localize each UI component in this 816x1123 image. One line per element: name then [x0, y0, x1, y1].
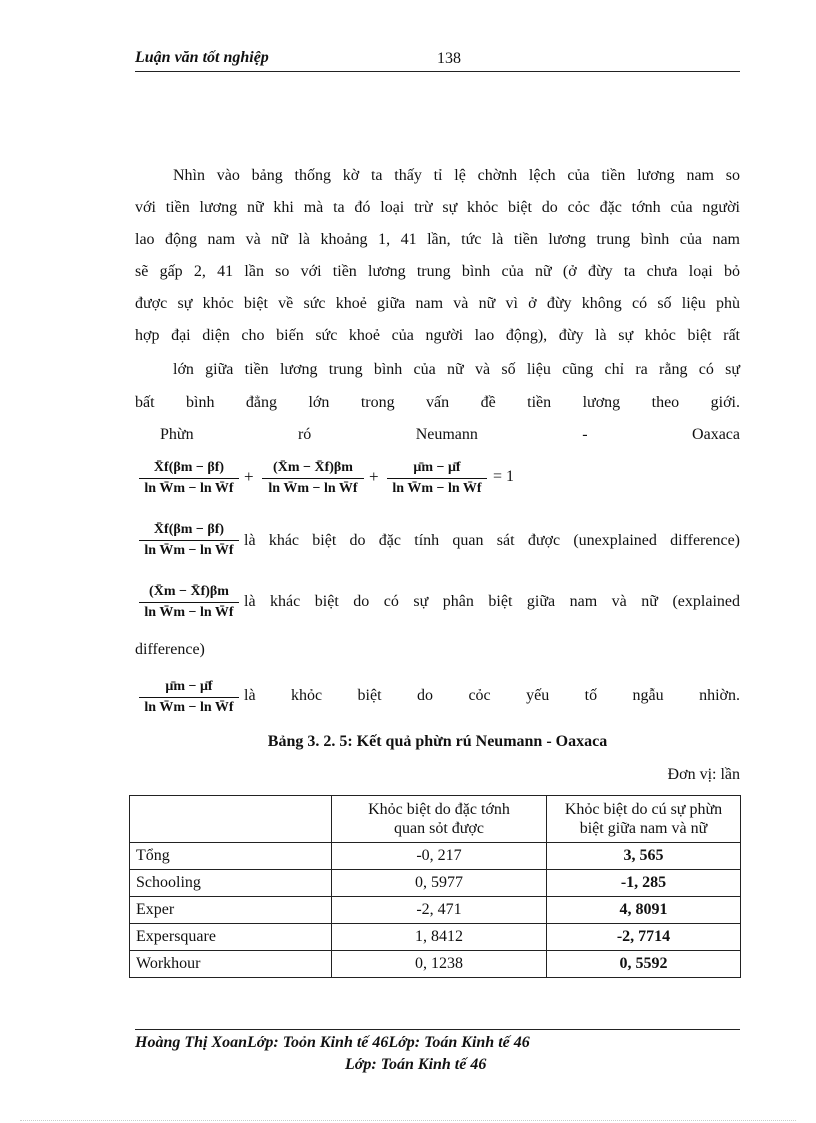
row-label: Schooling: [130, 870, 332, 897]
row-observed-value: 0, 5977: [332, 870, 547, 897]
formula-term-3: [387, 458, 487, 499]
table-caption: Bảng 3. 2. 5: Kết quả phừn rú Neumann - Oaxaca: [267, 733, 608, 750]
explanation-2-numerator: (X̄m − X̄f)βm: [139, 582, 239, 603]
table-row: [130, 843, 741, 870]
header-discrimination-line1: Khỏc biệt do cú sự phừn: [564, 801, 723, 818]
explanation-3-text: là khỏc biệt do cỏc yếu tố ngẫu nhiờn.: [244, 687, 740, 704]
body-line-6: hợp đại diện cho biến sức khoẻ của người lao động), đừy là sự khỏc biệt rất: [135, 327, 740, 344]
explanation-1-fraction: [139, 520, 239, 561]
table-header-row: [130, 796, 741, 843]
header-divider: [135, 71, 740, 72]
row-discrimination-value: -2, 7714: [547, 924, 741, 951]
explanation-2-fraction: [139, 582, 239, 623]
explanation-1-denominator: ln W̄m − ln W̄f: [144, 543, 234, 558]
formula-term-1-numerator: X̄f(βm − βf): [139, 458, 239, 479]
explanation-1-numerator: X̄f(βm − βf): [139, 520, 239, 541]
body-line-8: bất bình đẳng lớn trong vấn đề tiền lương theo giới.: [135, 394, 740, 411]
row-label: Workhour: [130, 951, 332, 978]
row-discrimination-value: -1, 285: [547, 870, 741, 897]
formula-term-1-denominator: ln W̄m − ln W̄f: [144, 481, 234, 496]
header-observed-line1: Khỏc biệt do đặc tớnh: [368, 801, 510, 818]
row-observed-value: -2, 471: [332, 897, 547, 924]
formula-term-2-numerator: (X̄m − X̄f)βm: [262, 458, 364, 479]
body-line-2: với tiền lương nữ khi mà ta đó loại trừ sự khỏc biệt do cỏc đặc tớnh của người: [135, 199, 740, 216]
row-label: Exper: [130, 897, 332, 924]
header-observed-difference: [332, 796, 547, 843]
header-discrimination-line2: biệt giữa nam và nữ: [579, 820, 708, 837]
row-observed-value: 1, 8412: [332, 924, 547, 951]
footer-class-line: Lớp: Toán Kinh tế 46: [345, 1056, 487, 1073]
formula-plus-2: +: [369, 467, 379, 486]
formula-term-3-numerator: μ̄m − μ̄f: [387, 458, 487, 479]
table-row: [130, 951, 741, 978]
formula-term-2-denominator: ln W̄m − ln W̄f: [268, 481, 358, 496]
page-bottom-edge: [20, 1120, 796, 1121]
explanation-2-continued: difference): [135, 641, 205, 658]
body-line-9: Phừn ró Neumann - Oaxaca: [160, 426, 740, 443]
table-unit: Đơn vị: lần: [667, 766, 740, 783]
header-discrimination-difference: [547, 796, 741, 843]
row-label: Tổng: [130, 843, 332, 870]
body-line-4: sẽ gấp 2, 41 lần so với tiền lương trung bình của nữ (ở đừy ta chưa loại bỏ: [135, 263, 740, 280]
footer-divider: [135, 1029, 740, 1030]
body-line-7: lớn giữa tiền lương trung bình của nữ và số liệu cũng chỉ ra rằng có sự: [173, 361, 740, 378]
explanation-3-numerator: μ̄m − μ̄f: [139, 677, 239, 698]
body-line-3: lao động nam và nữ là khoảng 1, 41 lần, tức là tiền lương trung bình của nam: [135, 231, 740, 248]
header-blank: [130, 796, 332, 843]
formula-plus-1: +: [244, 467, 254, 486]
row-discrimination-value: 4, 8091: [547, 897, 741, 924]
row-observed-value: 0, 1238: [332, 951, 547, 978]
table-row: [130, 897, 741, 924]
footer-author-line: Hoàng Thị XoanLớp: Toỏn Kinh tế 46Lớp: Toán Kinh tế 46: [135, 1034, 530, 1051]
body-line-1: Nhìn vào bảng thống kờ ta thấy tỉ lệ chờnh lệch của tiền lương nam so: [173, 167, 740, 184]
row-discrimination-value: 3, 565: [547, 843, 741, 870]
body-line-5: được sự khỏc biệt về sức khoẻ giữa nam và nữ vì ở đừy không có số liệu phù: [135, 295, 740, 312]
explanation-1-text: là khác biệt do đặc tính quan sát được (unexplained difference): [244, 532, 740, 549]
formula-equals-one: = 1: [493, 468, 515, 485]
header-observed-line2: quan sỏt được: [393, 820, 484, 837]
row-observed-value: -0, 217: [332, 843, 547, 870]
formula-term-2: [262, 458, 364, 499]
table-row: [130, 870, 741, 897]
results-table: [129, 795, 741, 978]
explanation-2-denominator: ln W̄m − ln W̄f: [144, 605, 234, 620]
explanation-3-fraction: [139, 677, 239, 718]
header-title: Luận văn tốt nghiệp: [135, 49, 269, 66]
formula-term-1: [139, 458, 239, 499]
explanation-2-text: là khác biệt do có sự phân biệt giữa nam và nữ (explained: [244, 593, 740, 610]
row-label: Expersquare: [130, 924, 332, 951]
formula-term-3-denominator: ln W̄m − ln W̄f: [392, 481, 482, 496]
page-number: 138: [437, 50, 461, 67]
table-row: [130, 924, 741, 951]
explanation-3-denominator: ln W̄m − ln W̄f: [144, 700, 234, 715]
row-discrimination-value: 0, 5592: [547, 951, 741, 978]
